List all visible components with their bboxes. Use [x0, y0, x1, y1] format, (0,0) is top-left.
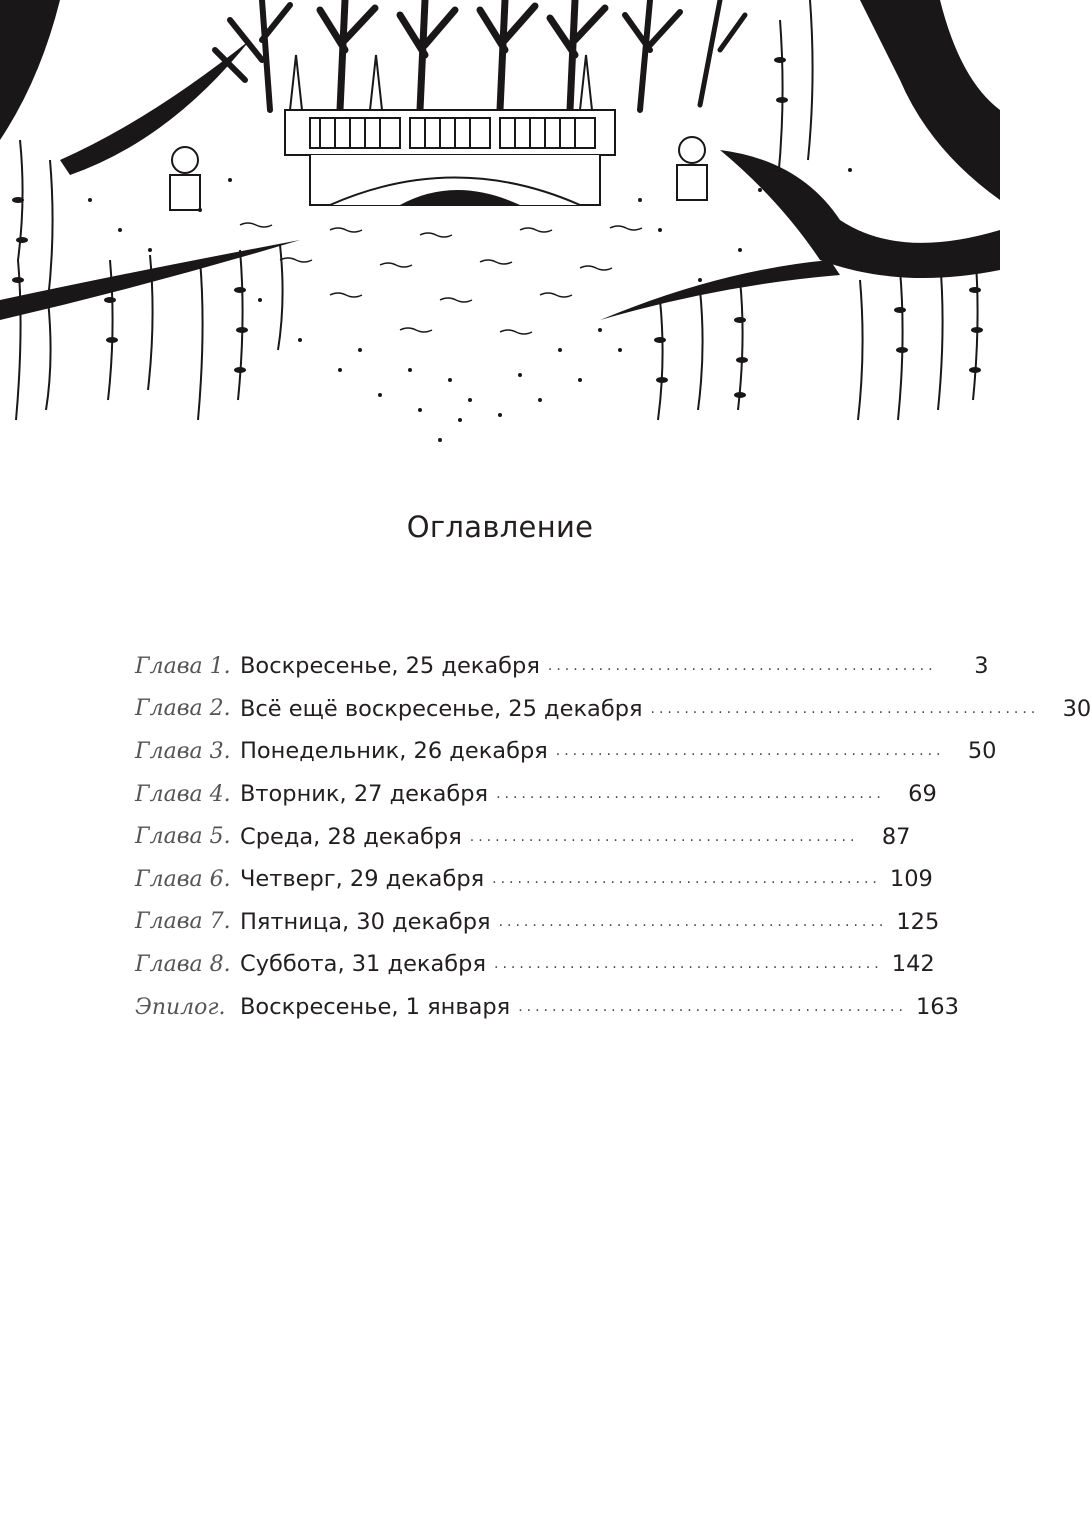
toc-entry-label: Глава 5. [135, 824, 231, 850]
toc-title: Оглавление [406, 510, 594, 544]
toc-entry-label: Глава 8. [135, 951, 231, 977]
toc-entry[interactable] [135, 773, 937, 816]
toc-entry-label: Глава 6. [135, 866, 231, 892]
toc-entry[interactable] [135, 858, 933, 901]
toc-dot-leader: .............................................. [518, 999, 907, 1016]
toc-entry-label: Эпилог. [135, 994, 226, 1020]
toc-entry-page: 142 [891, 951, 935, 978]
toc-entry[interactable] [135, 815, 911, 858]
toc-entry-name: Всё ещё воскресенье, 25 декабря [240, 695, 643, 722]
toc-entry-page: 125 [896, 908, 940, 935]
willow-bridge-illustration [0, 0, 1000, 445]
toc-entry-name: Понедельник, 26 декабря [240, 738, 548, 765]
toc-entry-page: 69 [908, 781, 937, 808]
toc-dot-leader: .............................................. [492, 871, 881, 888]
toc-dot-leader: .............................................. [469, 828, 859, 845]
toc-entry-name: Среда, 28 декабря [240, 823, 462, 850]
toc-entry-page: 163 [915, 994, 959, 1021]
toc-entry-name: Суббота, 31 декабря [240, 951, 486, 978]
toc-entry-label: Глава 2. [135, 696, 231, 722]
toc-entry-label: Глава 7. [135, 909, 231, 935]
toc-dot-leader: .............................................. [650, 700, 1040, 717]
toc-entry-name: Вторник, 27 декабря [240, 781, 489, 808]
toc-dot-leader: .............................................. [547, 658, 937, 675]
toc-entry-name: Четверг, 29 декабря [240, 866, 485, 893]
toc-entry-name: Воскресенье, 1 января [240, 994, 511, 1021]
willow-bridge-illustration-icon [0, 0, 1000, 445]
toc-entry-name: Воскресенье, 25 декабря [240, 653, 540, 680]
toc-entry[interactable] [135, 901, 940, 944]
toc-entry-label: Глава 3. [135, 738, 231, 764]
toc-entry-page: 30 [1062, 695, 1091, 722]
table-of-contents [135, 645, 1091, 1028]
toc-entry-name: Пятница, 30 декабря [240, 908, 491, 935]
toc-entry-label: Глава 1. [135, 653, 231, 679]
toc-entry-page: 109 [889, 866, 933, 893]
toc-dot-leader: .............................................. [494, 956, 883, 973]
toc-entry[interactable] [135, 645, 989, 688]
toc-entry[interactable] [135, 943, 935, 986]
toc-entry[interactable] [135, 688, 1091, 731]
toc-entry-page: 87 [881, 823, 911, 850]
toc-entry[interactable] [135, 730, 997, 773]
toc-dot-leader: .............................................. [555, 743, 945, 760]
toc-entry-page: 50 [967, 738, 997, 765]
toc-entry-label: Глава 4. [135, 781, 231, 807]
toc-dot-leader: .............................................. [496, 786, 885, 803]
toc-entry[interactable] [135, 986, 959, 1029]
toc-dot-leader: .............................................. [498, 913, 888, 930]
toc-entry-page: 3 [974, 653, 989, 680]
